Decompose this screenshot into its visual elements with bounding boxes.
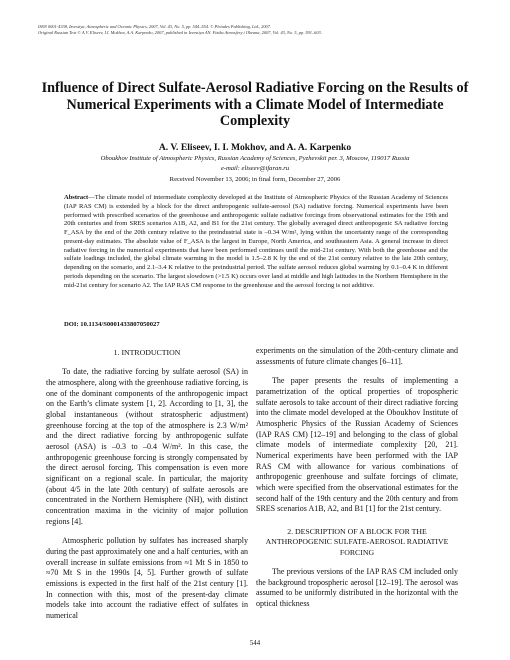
abstract-text: —The climate model of intermediate complexity developed at the Institute of Atmospheric Physics of the Russian Academy of Sciences (IAP RAS CM) is extended by a block for the direct anthropogenic sulfate-aerosol (SA) radiative forcing. Numerical experiments have been performed with prescribed scenarios of the greenhouse and anthropogenic sulfate radiative forcings from observational estimates for the 19th and 20th centuries and from SRES scenarios A1B, A2, and B1 for the 21st century. The globally averaged direct anthropogenic SA radiative forcing F_ASA by the end of the 20th century relative to the preindustrial state is –0.34 W/m², lying within the uncertainty range of the corresponding present-day estimates. The absolute value of F_ASA is the largest in Europe, North America, and southeastern Asia. A general increase in direct radiative forcing in the numerical experiments that have been performed continues until the mid-21st century. With both the greenhouse and the sulfate loadings included, the global climate warming in the model is 1.5–2.8 K by the end of the 21st century relative to the late 20th century, depending on the scenario, and 2.1–3.4 K relative to the preindustrial period. The sulfate aerosol reduces global warming by 0.1–0.4 K in different periods depending on the scenario. The largest slowdown (>1.5 K) occurs over land at middle and high latitudes in the Northern Hemisphere in the mid-21st century for scenario A2. The IAP RAS CM response to the greenhouse and the aerosol forcing is not additive.	[64, 194, 448, 289]
paper-title: Influence of Direct Sulfate-Aerosol Radiative Forcing on the Results of Numerical Experiments with a Climate Model of Intermediate Complexity	[41, 80, 469, 129]
paragraph: The paper presents the results of implementing a parametrization of the optical properties of tropospheric sulfate aerosols to take account of their direct radiative forcing into the climate model developed at the Oboukhov Institute of Atmospheric Physics of the Russian Academy of Sciences (IAP RAS CM) [12–19] and belonging to the class of global climate models of intermediate complexity [20, 21]. Numerical experiments have been performed with the IAP RAS CM with allowance for various combinations of anthropogenic greenhouse and sulfate forcings of climate, which were specified from the observational estimates for the second half of the 19th century and the 20th century and from SRES scenarios A1B, A2, and B1 [1] for the 21st century.	[256, 376, 458, 514]
abstract-label: Abstract	[64, 194, 89, 201]
journal-header	[38, 24, 478, 35]
paragraph: experiments on the simulation of the 20th-century climate and assessments of future climate changes [6–11].	[256, 346, 458, 366]
received-dates: Received November 13, 2006; in final form, December 27, 2006	[169, 176, 341, 183]
page-number: 544	[249, 640, 261, 647]
abstract	[64, 194, 448, 290]
left-column	[46, 346, 248, 622]
section-heading: 1. INTRODUCTION	[113, 348, 181, 357]
affiliation-block	[30, 154, 480, 173]
email: e-mail: eliseev@ifaran.ru	[220, 164, 290, 172]
affiliation: Oboukhov Institute of Atmospheric Physics, Russian Academy of Sciences, Pyzhevskii per. 3, Moscow, 119017 Russia	[100, 155, 410, 162]
section-heading: 2. DESCRIPTION OF A BLOCK FOR THE ANTHROPOGENIC SULFATE-AEROSOL RADIATIVE FORCING	[265, 526, 449, 557]
journal-header-line: ISSN 0001-4338, Izvestiya, Atmospheric and Oceanic Physics, 2007, Vol. 43, No. 5, pp. 544–554. © Pleiades Publishing, Ltd., 2007.	[38, 24, 272, 29]
paragraph: The previous versions of the IAP RAS CM included only the background tropospheric aerosol [12–19]. The aerosol was assumed to be uniformly distributed in the horizontal with the optical thickness	[256, 567, 458, 609]
paragraph: To date, the radiative forcing by sulfate aerosol (SA) in the atmosphere, along with the greenhouse radiative forcing, is one of the dominant components of the anthropogenic impact on the Earth’s climate system [1, 2]. According to [1, 3], the global instantaneous (without stratospheric adjustment) greenhouse forcing at the top of the atmosphere is 2.3 W/m² and the direct radiative forcing by anthropogenic sulfate aerosol (ASA) is –0.3 to –0.4 W/m². In this case, the anthropogenic greenhouse forcing is strongly compensated by the direct aerosol forcing. This compensation is even more significant on a regional scale. In particular, the majority (about 4/5 in the late 20th century) of sulfate aerosols are concentrated in the Northern Hemisphere (NH), with distinct concentration maxima in the vicinity of major pollution regions [4].	[46, 367, 248, 526]
journal-header-line: Original Russian Text © A.V. Eliseev, I.I. Mokhov, A.A. Karpenko, 2007, published in Izvestiya AN. Fizika Atmosfery i Okeana, 2007, Vol. 43, No. 5, pp. 591–603.	[38, 29, 322, 35]
right-column	[256, 346, 458, 610]
doi: DOI: 10.1134/S0001433807050027	[64, 321, 160, 328]
paragraph: Atmospheric pollution by sulfates has increased sharply during the past approximately one and a half centuries, with an overall increase in sulfate emissions from ≈1 Mt S in 1850 to ≈70 Mt S in the 1990s [4, 5]. Further growth of sulfate emissions is expected in the first half of the 21st century [1]. In connection with this, most of the present-day climate models take into account the radiative effect of sulfates in numerical	[46, 536, 248, 620]
paper-authors: A. V. Eliseev, I. I. Mokhov, and A. A. Karpenko	[158, 142, 352, 153]
